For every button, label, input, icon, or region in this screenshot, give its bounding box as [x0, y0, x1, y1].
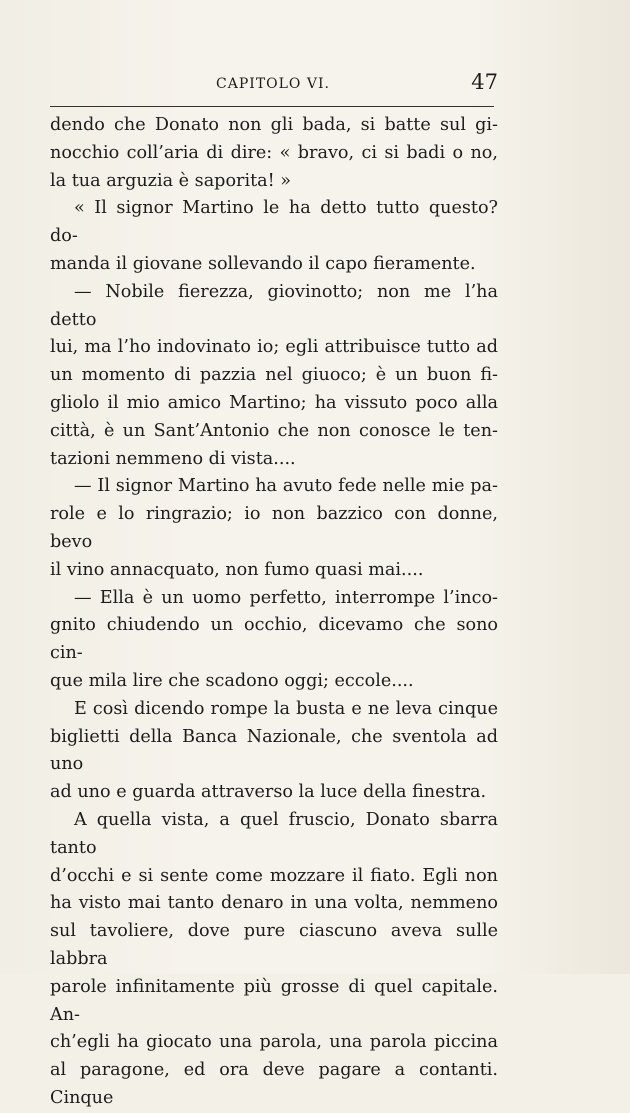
- text-line: la tua arguzia è saporita! »: [50, 170, 292, 191]
- text-line: — Ella è un uomo perfetto, interrompe l’inco-: [74, 587, 498, 608]
- text-line: ch’egli ha giocato una parola, una parola piccina: [50, 1032, 498, 1053]
- text-line: — Nobile fierezza, giovinotto; non me l’ha detto: [50, 281, 498, 330]
- text-line: sul tavoliere, dove pure ciascuno aveva sulle labbra: [50, 921, 498, 969]
- running-head: [48, 70, 498, 100]
- header-rule: [50, 106, 494, 107]
- body-text: [50, 112, 498, 1113]
- text-line: al paragone, ed ora deve pagare a contanti. Cinque: [50, 1060, 498, 1108]
- text-line: gnito chiudendo un occhio, dicevamo che sono cin-: [50, 615, 498, 664]
- text-line: E così dicendo rompe la busta e ne leva cinque: [74, 698, 498, 719]
- text-line: parole infinitamente più grosse di quel capitale. An-: [50, 976, 498, 1025]
- text-line: lui, ma l’ho indovinato io; egli attribuisce tutto ad: [50, 337, 498, 358]
- text-line: città, è un Sant’Antonio che non conosce le ten-: [50, 420, 498, 441]
- page-number: 47: [471, 70, 498, 94]
- text-line: — Il signor Martino ha avuto fede nelle mie pa-: [74, 476, 498, 497]
- text-line: d’occhi e si sente come mozzare il fiato. Egli non: [50, 865, 498, 886]
- text-line: tazioni nemmeno di vista....: [50, 448, 296, 469]
- text-line: nocchio coll’aria di dire: « bravo, ci si badi o no,: [50, 142, 498, 163]
- text-line: que mila lire che scadono oggi; eccole....: [50, 670, 414, 691]
- text-line: ha visto mai tanto denaro in una volta, nemmeno: [50, 893, 498, 914]
- text-line: ad uno e guarda attraverso la luce della finestra.: [50, 782, 487, 803]
- text-line: un momento di pazzia nel giuoco; è un buon fi-: [50, 365, 498, 386]
- text-line: A quella vista, a quel fruscio, Donato sbarra tanto: [50, 809, 498, 858]
- text-line: biglietti della Banca Nazionale, che sventola ad uno: [50, 726, 498, 775]
- text-line: « Il signor Martino le ha detto tutto questo? do-: [50, 198, 498, 247]
- text-line: role e lo ringrazio; io non bazzico con donne, bevo: [50, 504, 498, 552]
- text-line: il vino annacquato, non fumo quasi mai....: [50, 559, 424, 580]
- text-line: manda il giovane sollevando il capo fieramente.: [50, 253, 476, 274]
- chapter-title: CAPITOLO VI.: [216, 76, 330, 92]
- text-line: dendo che Donato non gli bada, si batte sul gi-: [50, 115, 498, 135]
- text-line: gliolo il mio amico Martino; ha vissuto poco alla: [50, 392, 498, 413]
